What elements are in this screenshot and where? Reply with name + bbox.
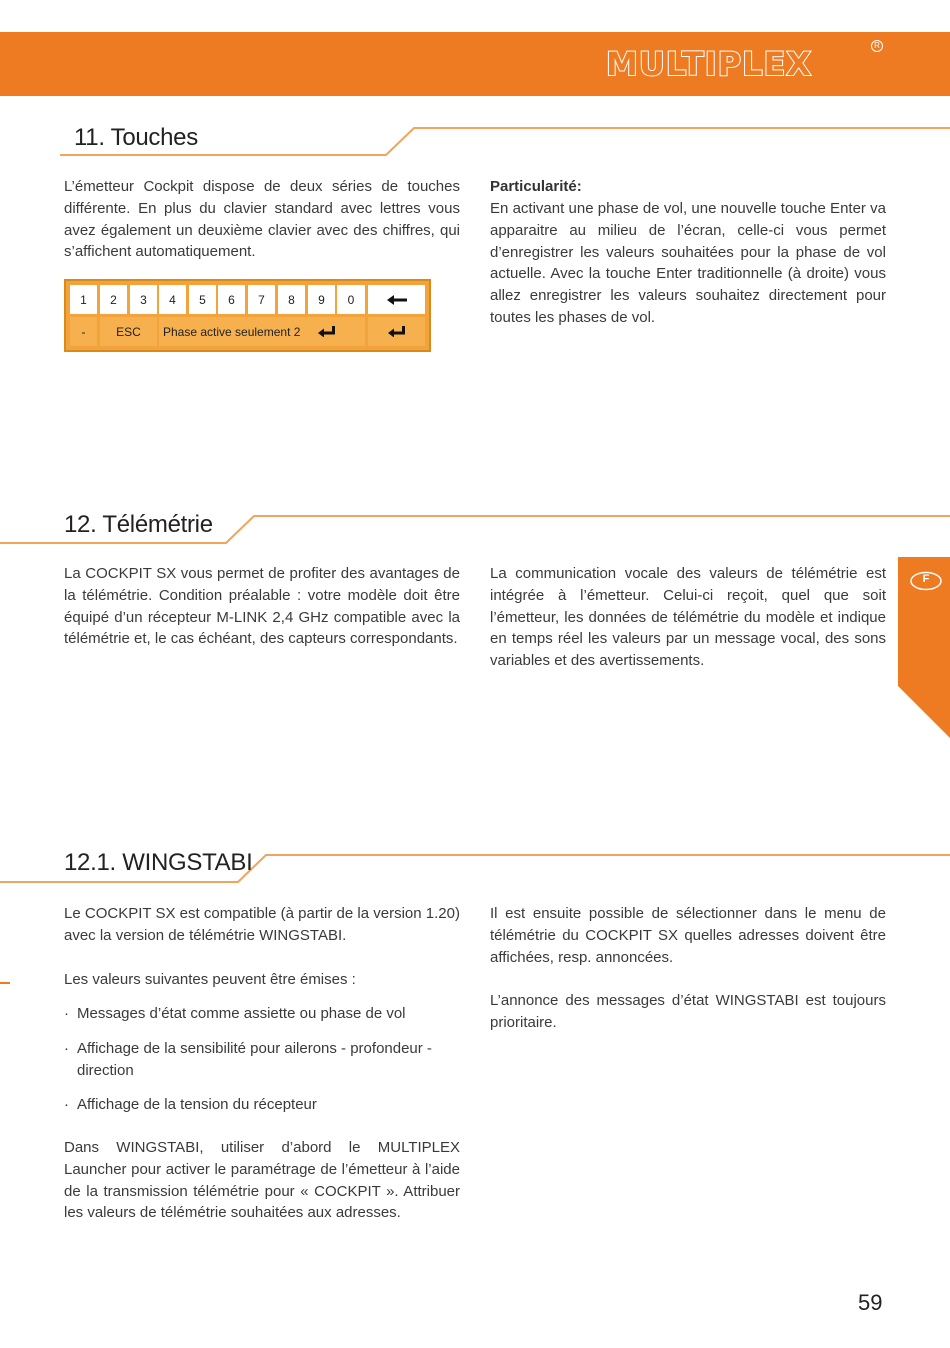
backspace-arrow-icon <box>387 295 407 305</box>
list-item <box>64 1003 460 1025</box>
section-11-title: 11. Touches <box>74 124 198 151</box>
bullet: · <box>64 1096 69 1113</box>
key-6: 6 <box>218 285 245 314</box>
section-11-left-text: L’émetteur Cockpit dispose de deux séries de touches différente. En plus du clavier standard avec lettres vous avez également un deuxième clavier avec des chiffres, qui s’affichent automatiquement. <box>64 178 460 261</box>
wingstabi-intro: Le COCKPIT SX est compatible (à partir de la version 1.20) avec la version de télémétrie WINGSTABI. <box>64 905 460 944</box>
number-keypad-image <box>64 279 431 352</box>
bullet: · <box>64 1040 69 1057</box>
section-12-title: 12. Télémétrie <box>64 511 213 538</box>
key-9: 9 <box>308 285 335 314</box>
section-12-right-text: La communication vocale des valeurs de télémétrie est intégrée à l’émetteur. Celui-ci reçoit, quel que soit l’émetteur, les données de télémétrie du modèle et indique en temps réel les valeurs par un message vocal, des sons variables et des avertissements. <box>490 565 886 670</box>
key-1: 1 <box>70 285 97 314</box>
page-number: 59 <box>858 1290 883 1315</box>
wingstabi-right-p1: Il est ensuite possible de sélectionner dans le menu de télémétrie du COCKPIT SX quelles adresses doivent être affichées, resp. annoncées. <box>490 905 886 966</box>
enter-arrow-icon <box>388 326 406 337</box>
language-tab-label: F <box>922 573 930 585</box>
key-backspace <box>368 285 425 314</box>
key-enter <box>368 317 425 346</box>
list-item <box>64 1038 460 1082</box>
margin-mark <box>0 982 10 984</box>
list-item-text: Messages d’état comme assiette ou phase de vol <box>77 1005 406 1022</box>
key-4: 4 <box>159 285 186 314</box>
section-12-1-title: 12.1. WINGSTABI <box>64 849 253 876</box>
section-12-left-text: La COCKPIT SX vous permet de profiter des avantages de la télémétrie. Condition préalable : votre modèle doit être équipé d’un récepteur M-LINK 2,4 GHz compatible avec la télémétrie et, le cas échéant, des capteurs correspondants. <box>64 565 460 648</box>
bullet: · <box>64 1005 69 1022</box>
list-item-text: Affichage de la tension du récepteur <box>77 1096 317 1113</box>
logo-text: MULTIPLEX <box>606 45 813 83</box>
key-phase-enter <box>159 317 365 346</box>
list-item <box>64 1094 460 1116</box>
key-0: 0 <box>337 285 365 314</box>
wingstabi-outro: Dans WINGSTABI, utiliser d’abord le MULTIPLEX Launcher pour activer le paramétrage de l’émetteur à l’aide de la transmission télémétrie pour « COCKPIT ». Attribuer les valeurs de télémétrie souhaitées aux adresses. <box>64 1139 460 1222</box>
list-item-text: Affichage de la sensibilité pour ailerons - profondeur - direction <box>77 1040 432 1079</box>
registered-mark: R <box>871 40 883 52</box>
key-8: 8 <box>278 285 305 314</box>
key-2: 2 <box>100 285 127 314</box>
key-5: 5 <box>189 285 216 314</box>
key-esc: ESC <box>100 317 157 346</box>
key-3: 3 <box>130 285 157 314</box>
key-7: 7 <box>248 285 275 314</box>
particularite-heading: Particularité: <box>490 178 582 195</box>
phase-key-label: Phase active seulement 2 <box>163 324 301 339</box>
wingstabi-list-intro: Les valeurs suivantes peuvent être émises : <box>64 971 356 988</box>
multiplex-logo <box>598 40 888 86</box>
enter-arrow-icon <box>318 326 336 337</box>
wingstabi-right-p2: L’annonce des messages d’état WINGSTABI est toujours prioritaire. <box>490 992 886 1031</box>
section-11-right-text: En activant une phase de vol, une nouvelle touche Enter va apparaitre au milieu de l’écran, celle-ci vous permet d’enregistrer les valeurs souhaitées pour la phase de vol actuelle. Avec la touche Enter traditionnelle (à droite) vous allez enregistrer les valeurs souhaitez directement pour toutes les phases de vol. <box>490 200 886 326</box>
key-minus: - <box>70 317 97 346</box>
